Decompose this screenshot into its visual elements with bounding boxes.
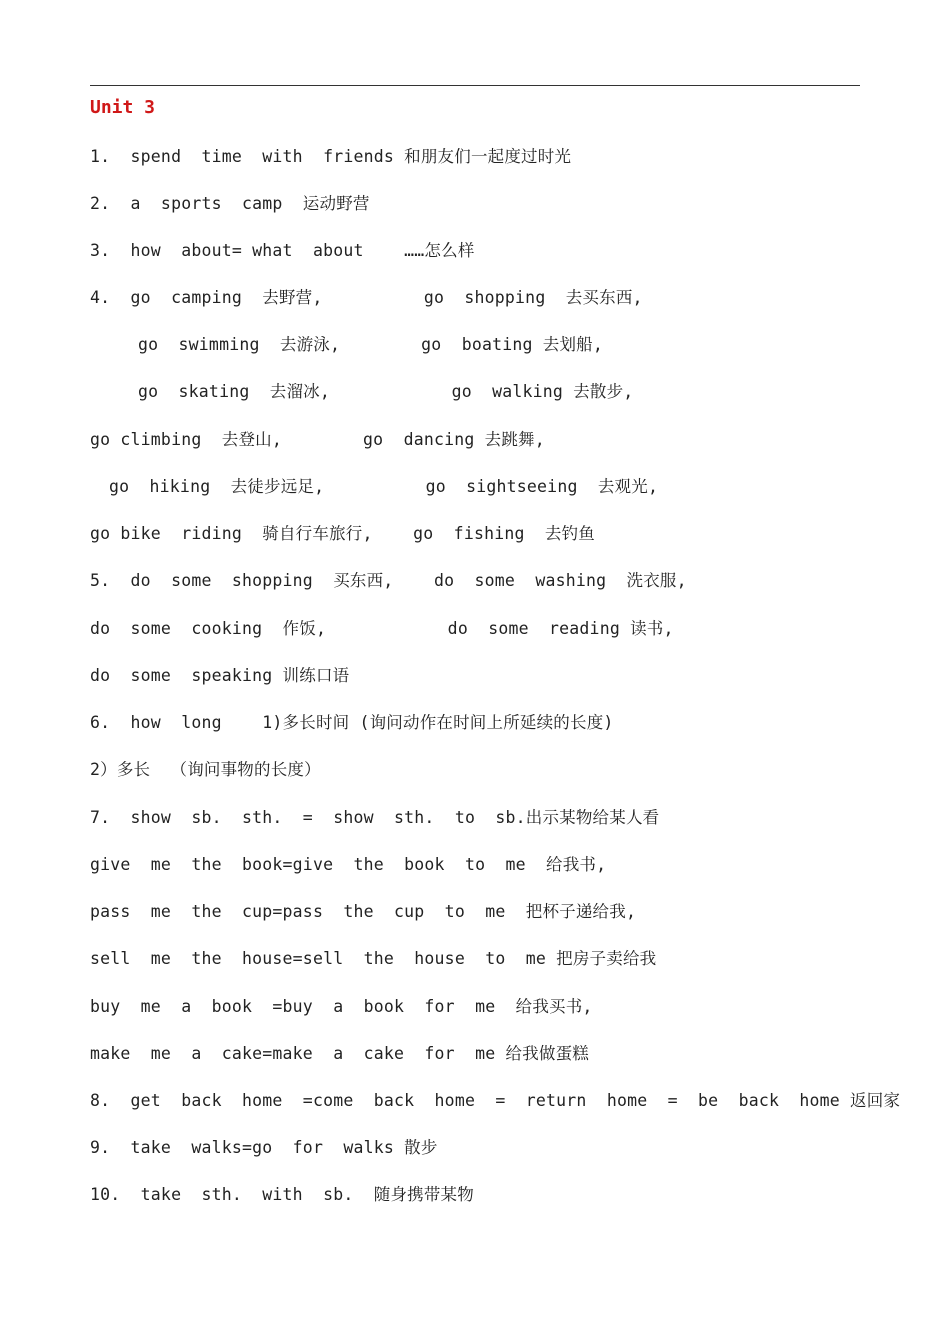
line-13: 6. how long 1)多长时间 (询问动作在时间上所延续的长度) bbox=[90, 713, 614, 732]
line-8: go hiking 去徒步远足, go sightseeing 去观光, bbox=[109, 477, 659, 496]
line-14: 2）多长 （询问事物的长度） bbox=[90, 760, 321, 779]
line-2: 2. a sports camp 运动野营 bbox=[90, 194, 370, 213]
line-1: 1. spend time with friends 和朋友们一起度过时光 bbox=[90, 147, 572, 166]
line-18: sell me the house=sell the house to me 把房子卖给我 bbox=[90, 949, 657, 968]
line-17: pass me the cup=pass the cup to me 把杯子递给我, bbox=[90, 902, 637, 921]
line-23: 10. take sth. with sb. 随身携带某物 bbox=[90, 1185, 474, 1204]
line-19: buy me a book =buy a book for me 给我买书, bbox=[90, 997, 593, 1016]
line-3: 3. how about= what about ……怎么样 bbox=[90, 241, 475, 260]
line-7: go climbing 去登山, go dancing 去跳舞, bbox=[90, 430, 545, 449]
line-6: go skating 去溜冰, go walking 去散步, bbox=[138, 382, 634, 401]
line-15: 7. show sb. sth. = show sth. to sb.出示某物给某人看 bbox=[90, 808, 660, 827]
line-20: make me a cake=make a cake for me 给我做蛋糕 bbox=[90, 1044, 589, 1063]
line-5: go swimming 去游泳, go boating 去划船, bbox=[138, 335, 604, 354]
line-4: 4. go camping 去野营, go shopping 去买东西, bbox=[90, 288, 643, 307]
unit-title: Unit 3 bbox=[90, 97, 156, 118]
line-12: do some speaking 训练口语 bbox=[90, 666, 350, 685]
line-21: 8. get back home =come back home = return home = be back home 返回家 bbox=[90, 1091, 901, 1110]
line-16: give me the book=give the book to me 给我书, bbox=[90, 855, 607, 874]
line-22: 9. take walks=go for walks 散步 bbox=[90, 1138, 438, 1157]
line-9: go bike riding 骑自行车旅行, go fishing 去钓鱼 bbox=[90, 524, 595, 543]
line-11: do some cooking 作饭, do some reading 读书, bbox=[90, 619, 674, 638]
top-divider bbox=[90, 85, 860, 86]
line-10: 5. do some shopping 买东西, do some washing 洗衣服, bbox=[90, 571, 687, 590]
